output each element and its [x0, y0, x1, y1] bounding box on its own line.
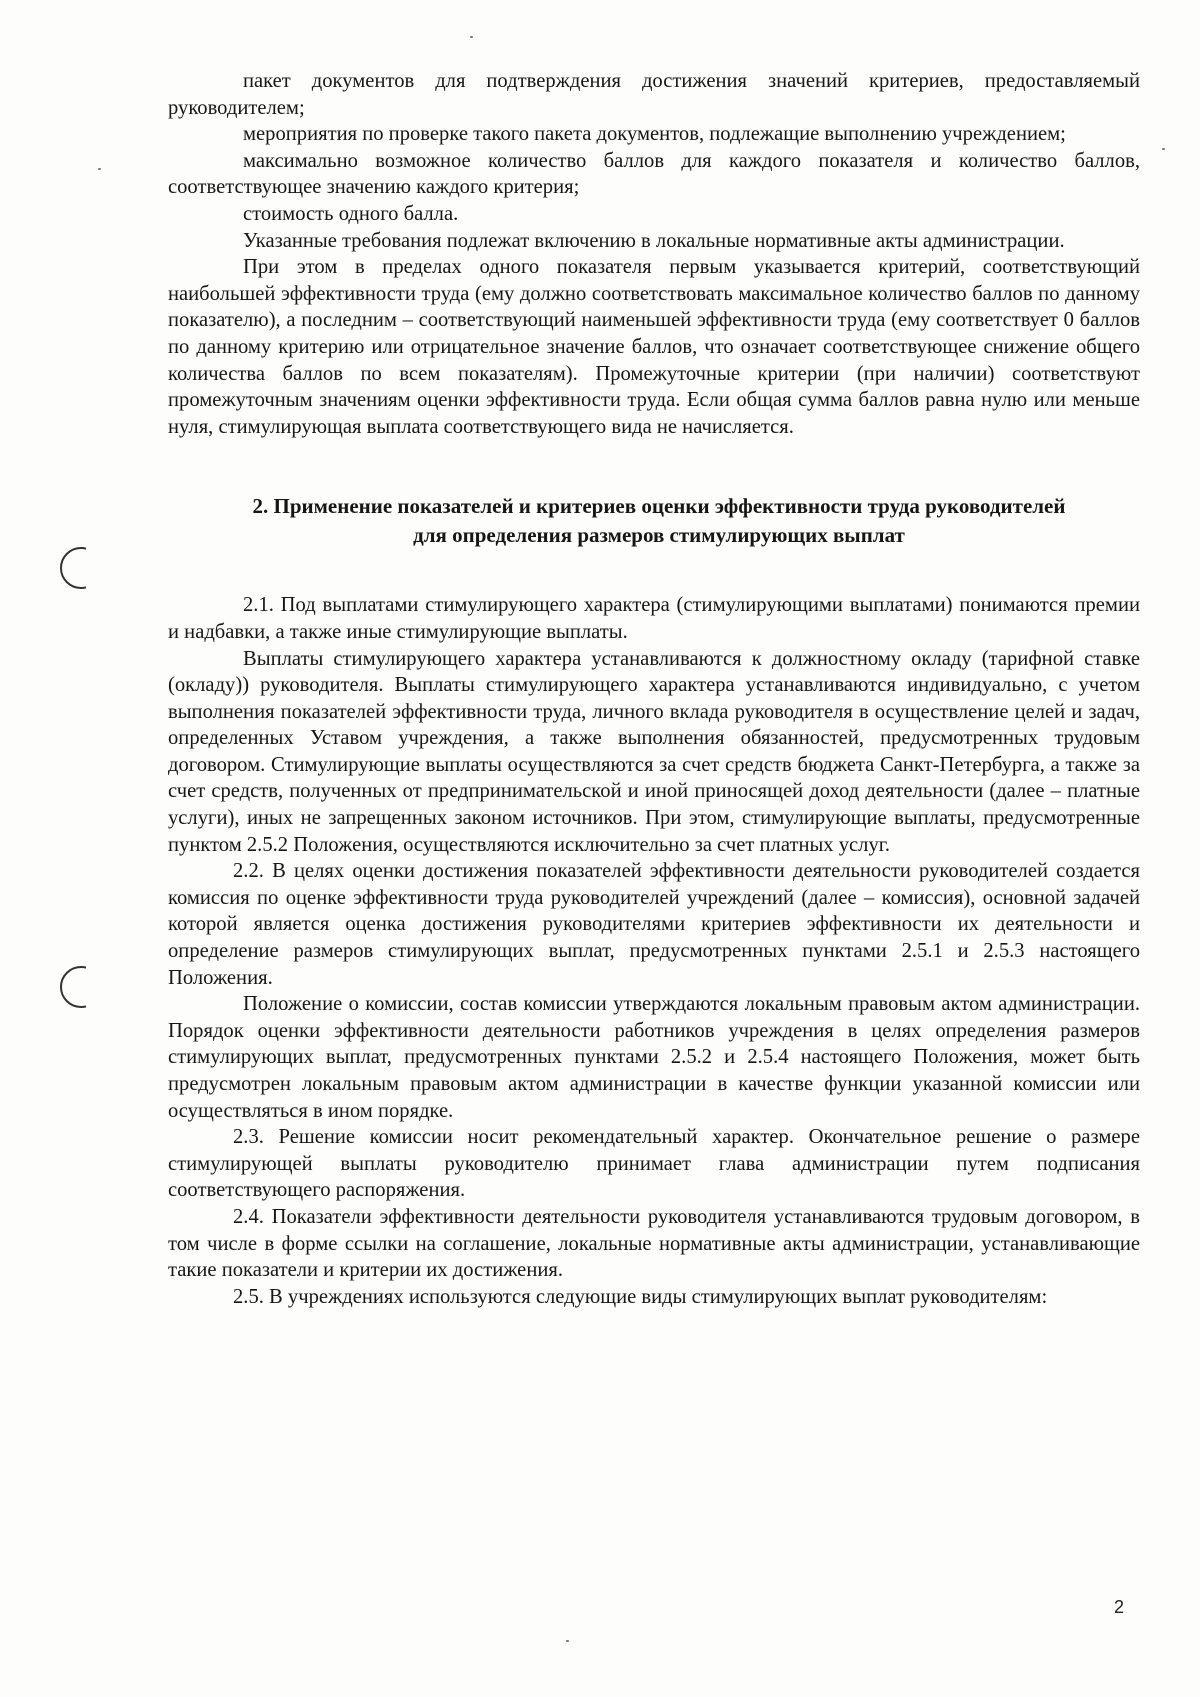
paragraph: пакет документов для подтверждения достижения значений критериев, предоставляемый руководителем; — [168, 70, 1140, 119]
paragraph: 2.4. Показатели эффективности деятельности руководителя устанавливаются трудовым договором, в том числе в форме ссылки на соглашение, локальные нормативные акты администрации, устанавливающие такие показатели и критерии их достижения. — [168, 1205, 1140, 1282]
scan-speck — [566, 1640, 569, 1642]
paragraph: Указанные требования подлежат включению в локальные нормативные акты администрации. — [243, 229, 1065, 252]
scan-speck — [1162, 148, 1165, 150]
punch-hole-mark-bottom — [60, 966, 102, 1008]
page-number: 2 — [1114, 1597, 1125, 1617]
paragraph: Положение о комиссии, состав комиссии утверждаются локальным правовым актом администрации. Порядок оценки эффективности деятельности работников учреждения в целях определения размеров стимулирующих выплат, предусмотренных пунктами 2.5.2 и 2.5.4 настоящего Положения, может быть предусмотрен локальным правовым актом администрации в качестве функции указанной комиссии или осуществляться в ином порядке. — [168, 993, 1140, 1122]
paragraph: 2.5. В учреждениях используются следующие виды стимулирующих выплат руководителям: — [233, 1285, 1048, 1308]
document-body — [168, 68, 1140, 1310]
paragraph: Выплаты стимулирующего характера устанавливаются к должностному окладу (тарифной ставке (окладу)) руководителя. Выплаты стимулирующего характера устанавливаются индивидуально, с учетом выполнения показателей эффективности труда, личного вклада руководителя в осуществление целей и задач, определенных Уставом учреждения, а также выполнения обязанностей, предусмотренных трудовым договором. Стимулирующие выплаты осуществляются за счет средств бюджета Санкт-Петербурга, а также за счет средств, полученных от предпринимательской и иной приносящей доход деятельности (далее – платные услуги), иных не запрещенных законом источников. При этом, стимулирующие выплаты, предусмотренные пунктом 2.5.2 Положения, осуществляются исключительно за счет платных услуг. — [168, 647, 1140, 856]
paragraph: максимально возможное количество баллов для каждого показателя и количество баллов, соответствующее значению каждого критерия; — [168, 149, 1140, 199]
punch-hole-mark-top — [60, 547, 102, 589]
scan-speck — [470, 36, 473, 38]
scan-speck — [98, 168, 101, 170]
paragraph: мероприятия по проверке такого пакета документов, подлежащие выполнению учреждением; — [243, 123, 1066, 146]
section-heading: 2. Применение показателей и критериев оценки эффективности труда руководителей для определения размеров стимулирующих выплат — [252, 494, 1066, 548]
paragraph: 2.3. Решение комиссии носит рекомендательный характер. Окончательное решение о размере стимулирующей выплаты руководителю принимает глава администрации путем подписания соответствующего распоряжения. — [168, 1126, 1140, 1202]
paragraph: стоимость одного балла. — [243, 202, 459, 225]
paragraph: 2.2. В целях оценки достижения показателей эффективности деятельности руководителей создается комиссия по оценке эффективности труда руководителей учреждений (далее – комиссия), основной задачей которой является оценка достижения руководителями критериев эффективности их деятельности и определение размеров стимулирующих выплат, предусмотренных пунктами 2.5.1 и 2.5.3 настоящего Положения. — [168, 860, 1140, 989]
paragraph: При этом в пределах одного показателя первым указывается критерий, соответствующий наибольшей эффективности труда (ему должно соответствовать максимальное количество баллов по данному показателю), а последним – соответствующий наименьшей эффективности труда (ему соответствует 0 баллов по данному критерию или отрицательное значение баллов, что означает соответствующее снижение общего количества баллов по всем показателям). Промежуточные критерии (при наличии) соответствуют промежуточным значениям оценки эффективности труда. Если общая сумма баллов равна нулю или меньше нуля, стимулирующая выплата соответствующего вида не начисляется. — [168, 256, 1140, 438]
paragraph: 2.1. Под выплатами стимулирующего характера (стимулирующими выплатами) понимаются премии и надбавки, а также иные стимулирующие выплаты. — [168, 594, 1140, 643]
